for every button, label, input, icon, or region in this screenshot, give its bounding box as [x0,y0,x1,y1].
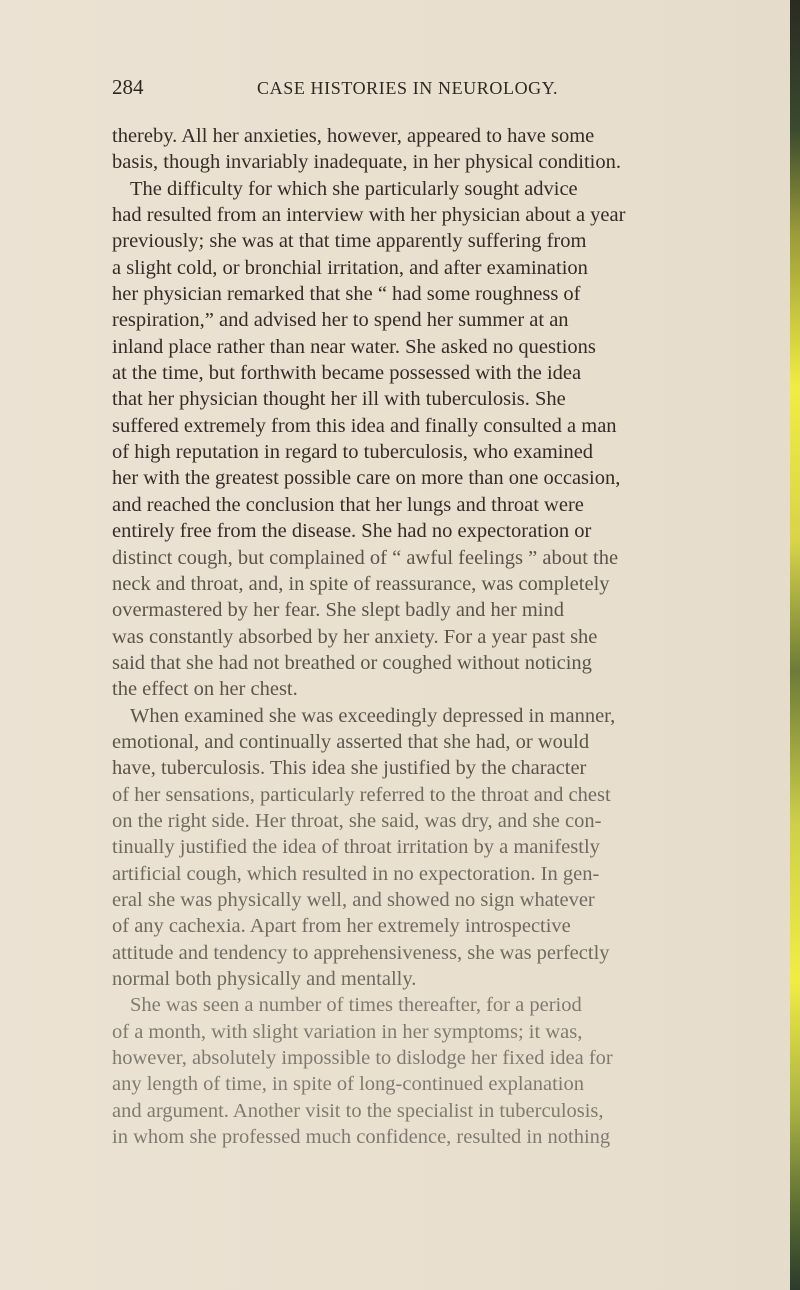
text-line: The difficulty for which she particularly sought advice [130,177,578,200]
text-line: inland place rather than near water. She asked no questions [112,335,596,358]
page-header [112,74,736,104]
text-line: of her sensations, particularly referred to the throat and chest [112,783,611,806]
text-line: normal both physically and mentally. [112,968,417,990]
text-line: respiration,” and advised her to spend her summer at an [112,309,569,332]
text-line: any length of time, in spite of long-continued explanation [112,1073,584,1096]
text-line: of any cachexia. Apart from her extremely introspective [112,915,571,938]
text-line: had resulted from an interview with her physician about a year [112,204,626,227]
text-line: thereby. All her anxieties, however, appeared to have some [112,125,595,147]
text-line: She was seen a number of times thereafter, for a period [130,994,582,1017]
text-line: at the time, but forthwith became possessed with the idea [112,362,582,385]
text-line: have, tuberculosis. This idea she justified by the character [112,757,587,780]
text-line: was constantly absorbed by her anxiety. For a year past she [112,625,598,648]
text-line: and reached the conclusion that her lungs and throat were [112,493,584,516]
text-line: distinct cough, but complained of “ awful feelings ” about the [112,546,619,569]
text-line: a slight cold, or bronchial irritation, and after examination [112,256,588,279]
text-line: said that she had not breathed or coughed without noticing [112,651,592,674]
text-line: that her physician thought her ill with tuberculosis. She [112,388,566,411]
text-line: neck and throat, and, in spite of reassurance, was completely [112,572,610,595]
text-line: overmastered by her fear. She slept badly and her mind [112,599,564,622]
text-line: however, absolutely impossible to dislodge her fixed idea for [112,1047,613,1070]
body-text [112,123,736,1150]
text-line: suffered extremely from this idea and finally consulted a man [112,414,617,437]
text-line: artificial cough, which resulted in no expectoration. In gen- [112,862,600,885]
page-edge-strip [790,0,800,1290]
text-line: basis, though invariably inadequate, in her physical condition. [112,151,621,174]
text-line: her with the greatest possible care on more than one occasion, [112,467,621,490]
text-line: entirely free from the disease. She had no expectoration or [112,520,592,543]
text-line: When examined she was exceedingly depressed in manner, [130,704,616,727]
text-line: and argument. Another visit to the specialist in tuberculosis, [112,1099,604,1122]
text-line: the effect on her chest. [112,678,298,701]
text-line: attitude and tendency to apprehensiveness, she was perfectly [112,941,610,964]
text-line: of high reputation in regard to tuberculosis, who examined [112,441,594,464]
text-line: of a month, with slight variation in her symptoms; it was, [112,1020,583,1043]
text-line: her physician remarked that she “ had some roughness of [112,283,581,306]
text-line: on the right side. Her throat, she said, was dry, and she con- [112,809,602,832]
text-line: tinually justified the idea of throat irritation by a manifestly [112,836,600,859]
page-number: 284 [112,75,144,99]
text-line: in whom she professed much confidence, resulted in nothing [112,1126,611,1149]
text-line: eral she was physically well, and showed no sign whatever [112,888,595,911]
text-line: emotional, and continually asserted that she had, or would [112,730,590,753]
running-head: CASE HISTORIES IN NEUROLOGY. [257,78,559,98]
text-line: previously; she was at that time apparently suffering from [112,230,587,253]
